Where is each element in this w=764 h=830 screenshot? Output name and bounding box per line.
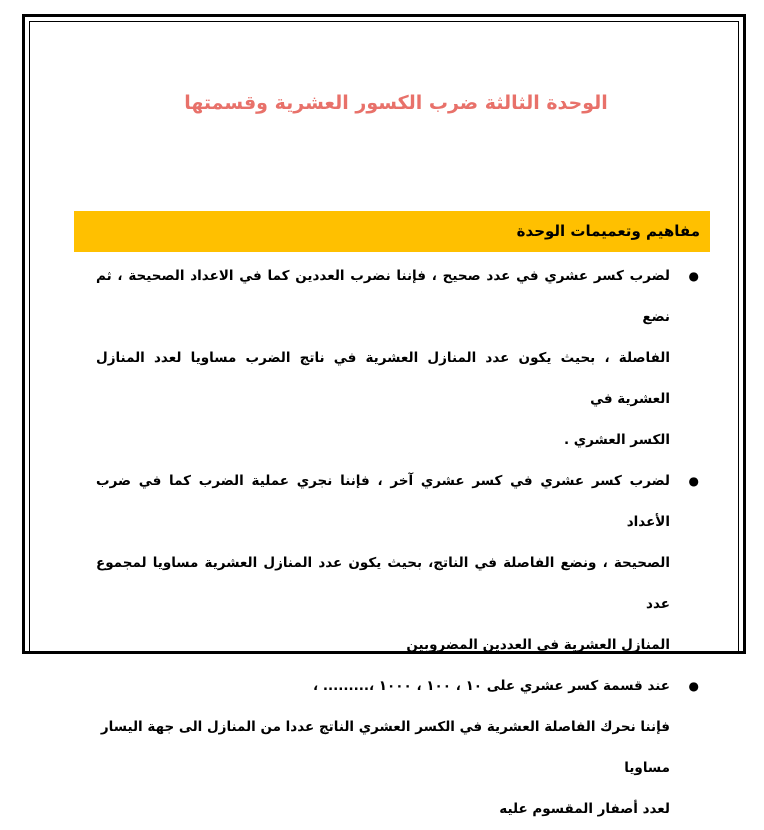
bullet-icon: ● [688, 679, 699, 693]
bullet-item [96, 666, 710, 707]
continuation-line: فإننا نحرك الفاصلة العشرية في الكسر العشري الناتج عددا من المنازل الى جهة اليسار مساويا [100, 719, 670, 776]
bullet-line: عند قسمة كسر عشري على ١٠ ، ١٠٠ ، ١٠٠٠ ،......... ، [312, 678, 670, 694]
bullet-icon: ● [688, 474, 699, 488]
bullet-line: لضرب كسر عشري في كسر عشري آخر ، فإننا نجري عملية الضرب كما في ضرب الأعداد [96, 473, 670, 530]
continuation-line: لعدد أصفار المقسوم عليه [499, 801, 670, 817]
page-title: الوحدة الثالثة ضرب الكسور العشرية وقسمتها [184, 92, 608, 114]
bullet-item [96, 461, 710, 666]
content-body [96, 256, 710, 830]
bullet-line: المنازل العشرية في العددين المضروبين [406, 637, 670, 653]
bullet-item [96, 256, 710, 461]
section-header-bar [74, 211, 710, 252]
bullet-line: لضرب كسر عشري في عدد صحيح ، فإننا نضرب العددين كما في الاعداد الصحيحة ، ثم نضع [96, 268, 670, 325]
bullet-line: الكسر العشري . [563, 432, 670, 448]
bullet-icon: ● [688, 269, 699, 283]
bullet-line: الفاصلة ، بحيث يكون عدد المنازل العشرية في ناتج الضرب مساويا لعدد المنازل العشرية في [96, 350, 670, 407]
section-title: مفاهيم وتعميمات الوحدة [516, 222, 700, 240]
bullet-line: الصحيحة ، ونضع الفاصلة في الناتج، بحيث يكون عدد المنازل العشرية مساويا لمجموع عدد [96, 555, 670, 612]
